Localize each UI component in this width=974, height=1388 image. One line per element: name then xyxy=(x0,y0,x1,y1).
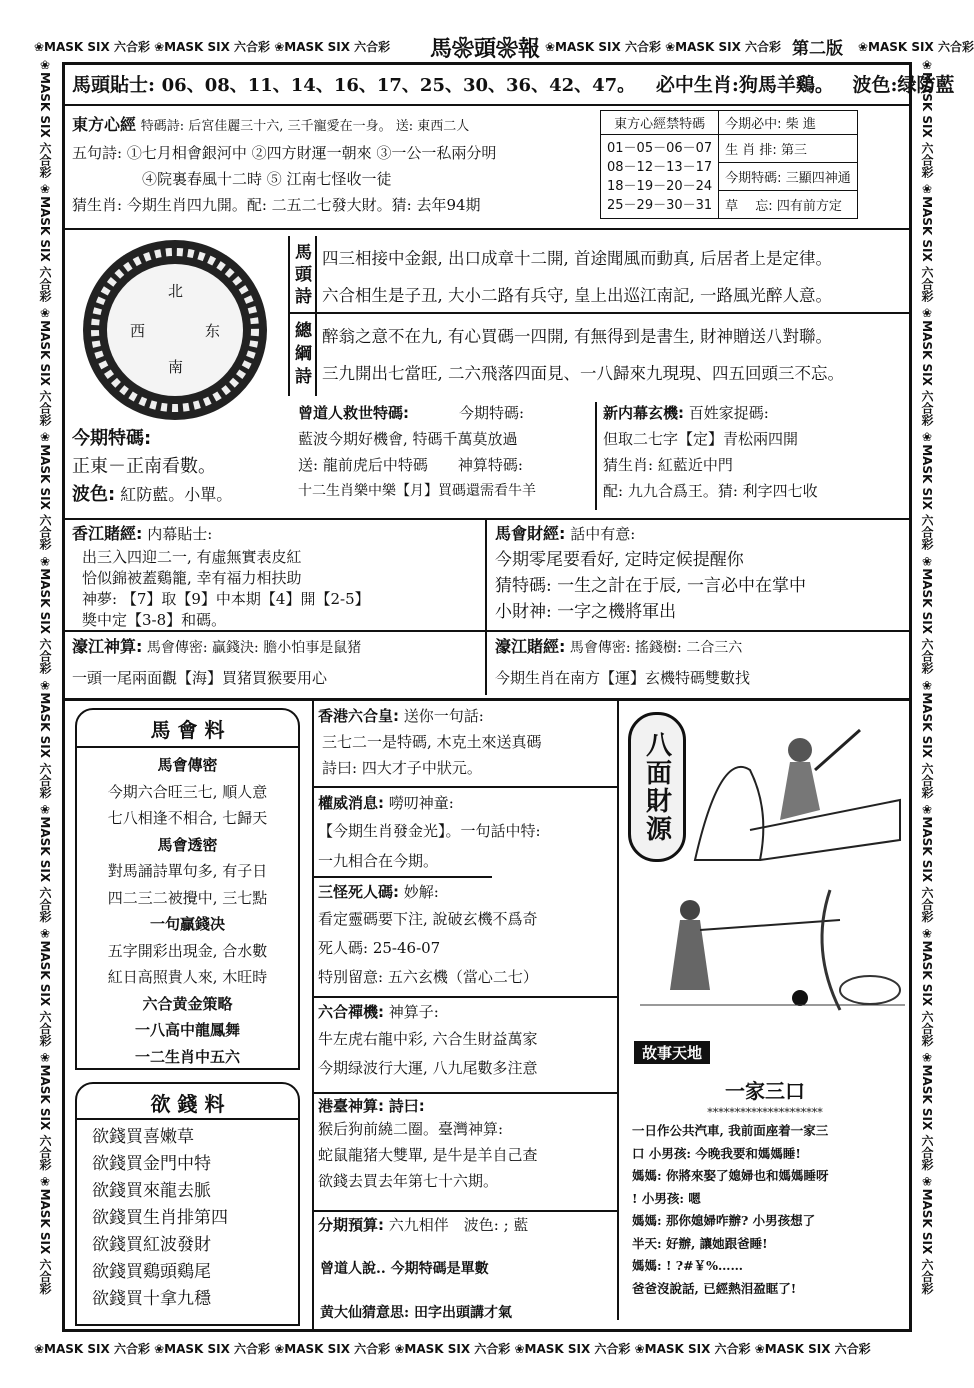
xiangjiang-sub: 内幕貼士: xyxy=(147,525,213,543)
divider xyxy=(64,698,910,701)
section-line: 今期六合旺三七, 順人意 xyxy=(107,782,268,801)
item-label: 生 肖 排: xyxy=(725,143,777,158)
hk-line: 詩曰: 四大才子中狀元。 xyxy=(322,759,482,777)
compass-east: 东 xyxy=(205,322,221,340)
zodiac-value: 狗馬羊鷄。 xyxy=(738,74,834,96)
divider xyxy=(312,700,314,1330)
divider xyxy=(64,104,910,106)
sanguai-line: 看定靈碼要下注, 說破玄機不爲奇 xyxy=(318,910,538,928)
outline-poem-label: 總綱詩 xyxy=(295,321,312,387)
divider xyxy=(312,876,492,878)
tips-row xyxy=(72,70,955,97)
item-value: 柴 進 xyxy=(785,117,816,132)
yuqian-line: 欲錢買來龍去脈 xyxy=(92,1181,211,1201)
zengdao-line: 送: 龍前虎后中特碼 xyxy=(298,456,428,474)
mahui-cai-section xyxy=(495,521,806,625)
gangtai-title: 港臺神算: xyxy=(318,1097,384,1115)
chanji-title: 六合禪機: xyxy=(318,1003,384,1021)
divider xyxy=(64,518,910,520)
zengdao-line: 藍波今期好機會, 特碼千萬莫放過 xyxy=(298,430,518,448)
fenqi-section xyxy=(318,1212,528,1238)
mahui-liao-content xyxy=(75,752,300,1070)
divider xyxy=(485,520,487,695)
special-color-label: 波色: xyxy=(72,484,116,505)
yuqian-line: 欲錢買十拿九穩 xyxy=(92,1289,211,1309)
zengdao-line: 十二生肖樂中樂【月】買碼還需看牛羊 xyxy=(298,483,536,499)
chanji-section xyxy=(318,999,538,1083)
compass-north: 北 xyxy=(168,282,184,300)
gangtai-section xyxy=(318,1096,538,1194)
xiangjiang-section xyxy=(72,521,370,631)
dongfang-poem: 特碼詩: 后宮佳麗三十六, 三千寵愛在一身。 送: 東西二人 xyxy=(140,119,470,134)
huangdaxian-saying: 黄大仙猜意思: 田字出頭講才氣 xyxy=(320,1305,513,1321)
compass-south: 南 xyxy=(168,358,184,376)
mahui-liao-title: 馬 會 料 xyxy=(150,718,225,742)
zengdao-title: 曾道人救世特碼: xyxy=(298,404,409,422)
story-line: 媽媽: 你將來娶了媳婦也和媽媽睡呀 xyxy=(632,1168,829,1183)
border-strip-bottom: ❀MASK SIX 六合彩 ❀MASK SIX 六合彩 ❀MASK SIX 六合彩 ❀MASK SIX 六合彩 ❀MASK SIX 六合彩 ❀MASK SIX 六合彩 ❀MASK SIX 六合彩 xyxy=(34,1342,871,1356)
tips-label: 馬頭貼士: xyxy=(72,74,156,96)
poem-line: 六合相生是子丑, 大小二路有兵守, 皇上出巡江南記, 一路風光醉人意。 xyxy=(322,286,832,305)
story-stars: ********************* xyxy=(707,1106,823,1119)
fenqi-title: 分期預算: xyxy=(318,1216,384,1234)
border-strip-left: ❀MASK SIX 六合彩 ❀MASK SIX 六合彩 ❀MASK SIX 六合彩 ❀MASK SIX 六合彩 ❀MASK SIX 六合彩 ❀MASK SIX 六合彩 ❀MASK SIX 六合彩 ❀MASK SIX 六合彩 ❀MASK SIX 六合彩 ❀MASK SIX 六合彩 xyxy=(38,58,52,1295)
hk-line: 三七二一是特碼, 木克土來送真碼 xyxy=(322,733,542,751)
haojiang-dj-line: 今期生肖在南方【運】玄機特碼雙數找 xyxy=(495,669,751,687)
story-line: 爸爸沒說話, 已經熱泪盈眶了! xyxy=(632,1280,797,1296)
archer-illustration-icon xyxy=(640,880,905,1015)
section-line: 紅日高照貴人來, 木旺時 xyxy=(107,968,268,986)
xiangjiang-line: 神夢: 【7】取【9】中本期【4】開【2-5】 xyxy=(82,590,370,608)
yuqian-title: 欲 錢 料 xyxy=(150,1092,225,1116)
story-line: 一日作公共汽車, 我前面座着一家三 xyxy=(632,1123,829,1138)
color-label: 波色: xyxy=(852,74,898,96)
haojiang-ss-sub: 馬會傳密: 贏錢決: 膽小怕事是鼠猪 xyxy=(146,640,362,656)
item-value: 第三 xyxy=(780,143,807,158)
zengdao-sub: 神算特碼: xyxy=(457,456,523,474)
zengdao-section xyxy=(298,400,536,504)
item-value: 三顯四神通 xyxy=(785,171,851,186)
story-line: 口 小男孩: 今晚我要和媽媽睡! xyxy=(632,1145,801,1161)
border-strip-top-right: ❀MASK SIX 六合彩 ❀MASK SIX 六合彩 xyxy=(545,40,782,54)
authority-title: 權威消息: xyxy=(318,794,384,812)
haojiang-ss-line: 一頭一尾兩面觀【海】買猪買猴要用心 xyxy=(72,669,328,687)
mahui-cai-line: 今期零尾要看好, 定時定候提醒你 xyxy=(495,550,744,570)
story-body xyxy=(632,1120,828,1300)
sanguai-line: 死人碼: 25-46-07 xyxy=(318,939,441,957)
item-label: 今期特碼: xyxy=(725,171,782,186)
haojiang-dj-sub: 馬會傳密: 搖錢樹: 二合三六 xyxy=(569,640,743,656)
forbidden-table xyxy=(600,110,858,219)
fenqi-value: 六九相伴 波色: ; 藍 xyxy=(388,1216,529,1234)
hk-title: 香港六合皇: xyxy=(318,707,399,725)
border-strip-top-end: ❀MASK SIX 六合彩 xyxy=(858,40,974,54)
divider xyxy=(312,996,619,998)
dongfang-title: 東方心經 xyxy=(72,115,137,134)
code-row: 25－29－30－31 xyxy=(607,197,713,213)
xiangjiang-line: 恰似錦被蓋鷄籠, 幸有福力相扶助 xyxy=(82,569,302,587)
warrior-illustration-icon xyxy=(690,710,905,870)
zengdao-saying: 曾道人說.. 今期特碼是單數 xyxy=(320,1261,489,1277)
dongfang-section xyxy=(72,112,592,218)
divider xyxy=(64,630,910,632)
poem-line: 三九開出七當旺, 二六飛落四面見、一八歸來九現現、四五回頭三不忘。 xyxy=(322,364,844,383)
mahui-cai-line: 猜特碼: 一生之計在于辰, 一言必中在掌中 xyxy=(495,576,806,596)
illustration-archer xyxy=(640,880,905,1015)
illustration-warrior xyxy=(690,710,905,870)
divider xyxy=(75,1118,300,1120)
bamian-text: 八面財源 xyxy=(641,731,672,843)
edition-label: 第二版 xyxy=(792,39,843,59)
haojiang-shensuan-section xyxy=(72,634,361,695)
section-line: 一八高中龍鳳舞 xyxy=(134,1021,240,1039)
yuqian-line: 欲錢買生肖排第四 xyxy=(92,1208,228,1228)
section-head: 一句贏錢决 xyxy=(149,915,225,933)
neimu-sub: 百姓家捉碼: xyxy=(688,404,769,422)
section-line: 五字開彩出現金, 合水數 xyxy=(107,941,268,960)
neimu-line: 配: 九九合爲王。猜: 利字四七收 xyxy=(603,482,818,500)
yuqian-line: 欲錢買喜嫩草 xyxy=(92,1127,194,1147)
story-tag: 故事天地 xyxy=(634,1041,710,1064)
haojiang-dujing-section xyxy=(495,634,750,695)
sanguai-sub: 妙解: xyxy=(403,883,439,901)
code-row: 01－05－06－07 xyxy=(607,140,713,156)
gangtai-line: 猴后狗前繞二圈。臺灣神算: xyxy=(318,1120,504,1138)
bamian-badge xyxy=(628,712,686,862)
chanji-sub: 神算子: xyxy=(388,1003,439,1021)
divider xyxy=(595,402,597,510)
yuqian-line: 欲錢買金門中特 xyxy=(92,1154,211,1174)
five-label: 五句詩: xyxy=(72,144,123,162)
divider xyxy=(617,700,619,1320)
poem-line: 醉翁之意不在九, 有心買碼一四開, 有無得到是書生, 財神贈送八對聯。 xyxy=(322,327,832,346)
zodiac-label: 必中生肖: xyxy=(655,74,739,96)
authority-line: 一九相合在今期。 xyxy=(318,852,439,870)
code-row: 18－19－20－24 xyxy=(607,178,713,194)
divider xyxy=(288,236,290,396)
gangtai-line: 欲錢去買去年第七十六期。 xyxy=(318,1172,499,1190)
compass-west: 西 xyxy=(130,322,146,340)
item-label: 今期必中: xyxy=(725,117,782,132)
authority-section xyxy=(318,790,541,876)
neimu-line: 猜生肖: 紅藍近中門 xyxy=(603,456,733,474)
special-line: 正東－正南看數。 xyxy=(72,456,216,477)
neimu-title: 新内幕玄機: xyxy=(603,404,684,422)
xiangjiang-line: 出三入四迎二一, 有虛無實表皮紅 xyxy=(82,548,302,566)
section-line: 一二生肖中五六 xyxy=(134,1047,240,1066)
yuqian-list xyxy=(92,1124,228,1313)
divider xyxy=(312,1092,619,1094)
poem-line: 四三相接中金銀, 出口成章十二開, 首途聞風而動真, 后居者上是定律。 xyxy=(322,249,832,268)
story-title: 一家三口 xyxy=(725,1079,805,1103)
outline-poem xyxy=(322,318,844,392)
section-head: 六合黄金策略 xyxy=(142,994,233,1013)
special-color: 紅防藍。小單。 xyxy=(120,485,233,504)
newspaper-title: 馬❀頭❀報 xyxy=(430,36,541,62)
haojiang-ss-title: 濠江神算: xyxy=(72,637,143,656)
hk-sub: 送你一句話: xyxy=(403,707,484,725)
horse-head-poem-label: 馬頭詩 xyxy=(295,243,312,307)
gangtai-line: 蛇鼠龍猪大雙單, 是牛是羊自己查 xyxy=(318,1146,538,1164)
dongfang-guess: 猜生肖: 今期生肖四九開。配: 二五二七發大財。猜: 去年94期 xyxy=(72,196,481,214)
story-line: 半天: 好辦, 讓她跟爸睡! xyxy=(632,1235,768,1251)
divider xyxy=(312,786,619,788)
border-strip-right: ❀MASK SIX 六合彩 ❀MASK SIX 六合彩 ❀MASK SIX 六合彩 ❀MASK SIX 六合彩 ❀MASK SIX 六合彩 ❀MASK SIX 六合彩 ❀MASK SIX 六合彩 ❀MASK SIX 六合彩 ❀MASK SIX 六合彩 ❀MASK SIX 六合彩 xyxy=(920,58,934,1295)
story-line: 媽媽: ! ?#￥%…… xyxy=(632,1258,743,1273)
item-label: 草 忘: xyxy=(725,199,773,214)
compass-dial xyxy=(80,238,270,423)
tips-numbers: 06、08、11、14、16、17、25、30、36、42、47。 xyxy=(161,75,636,96)
sanguai-title: 三怪死人碼: xyxy=(318,883,399,901)
story-line: 媽媽: 那你媳婦咋辦? 小男孩想了 xyxy=(632,1213,816,1228)
section-line: 七八相逢不相合, 七歸天 xyxy=(107,809,268,827)
compass-icon xyxy=(80,238,270,423)
hk-section xyxy=(318,703,542,781)
neimu-section xyxy=(603,400,818,504)
horse-head-poem xyxy=(322,240,832,314)
yuqian-line: 欲錢買紅波發財 xyxy=(92,1235,211,1255)
color-value: 绿防藍 xyxy=(897,74,955,96)
divider xyxy=(315,236,317,396)
sanguai-section xyxy=(318,879,538,992)
story-line: ! 小男孩: 嗯 xyxy=(632,1190,701,1206)
haojiang-dj-title: 濠江賭經: xyxy=(495,637,566,656)
yuqian-line: 欲錢買鷄頭鷄尾 xyxy=(92,1262,211,1282)
section-line: 四二三二被攪中, 三七點 xyxy=(107,888,268,907)
divider xyxy=(64,228,910,230)
five-line-1: ①七月相會銀河中 ②四方財運一朝來 ③一公一私兩分明 xyxy=(126,144,497,162)
item-value: 四有前方定 xyxy=(776,199,842,214)
forbidden-header: 東方心經禁特碼 xyxy=(601,111,719,135)
authority-line: 【今期生肖發金光】。一句話中特: xyxy=(318,822,541,840)
section-line: 對馬誦詩單句多, 有子日 xyxy=(107,862,268,880)
sanguai-line: 特別留意: 五六玄機（當心二七） xyxy=(318,968,538,986)
mahui-cai-title: 馬會財經: xyxy=(495,524,566,543)
section-head: 馬會傳密 xyxy=(157,756,218,774)
code-row: 08－12－13－17 xyxy=(607,159,713,175)
authority-sub: 嘮叨神童: xyxy=(388,794,454,812)
chanji-line: 牛左虎右龍中彩, 六合生財益萬家 xyxy=(318,1030,538,1048)
gangtai-sub: 詩曰: xyxy=(388,1097,425,1115)
divider xyxy=(75,746,300,748)
five-line-2: ④院裏春風十二時 ⑤ 江南七怪收一徒 xyxy=(142,170,392,188)
section-head: 馬會透密 xyxy=(157,835,218,854)
chanji-line: 今期绿波行大運, 八九尾數多注意 xyxy=(318,1059,538,1077)
border-strip-top-left: ❀MASK SIX 六合彩 ❀MASK SIX 六合彩 ❀MASK SIX 六合彩 xyxy=(34,40,391,54)
special-section xyxy=(72,425,232,509)
zengdao-sub: 今期特碼: xyxy=(459,404,525,422)
xiangjiang-title: 香江賭經: xyxy=(72,524,143,543)
mahui-cai-sub: 話中有意: xyxy=(570,525,636,543)
mahui-cai-line: 小財神: 一字之機將軍出 xyxy=(495,602,677,622)
special-title: 今期特碼: xyxy=(72,428,152,449)
xiangjiang-line: 獎中定【3-8】和碼。 xyxy=(82,611,227,629)
neimu-line: 但取二七字【定】青松兩四開 xyxy=(603,430,799,448)
